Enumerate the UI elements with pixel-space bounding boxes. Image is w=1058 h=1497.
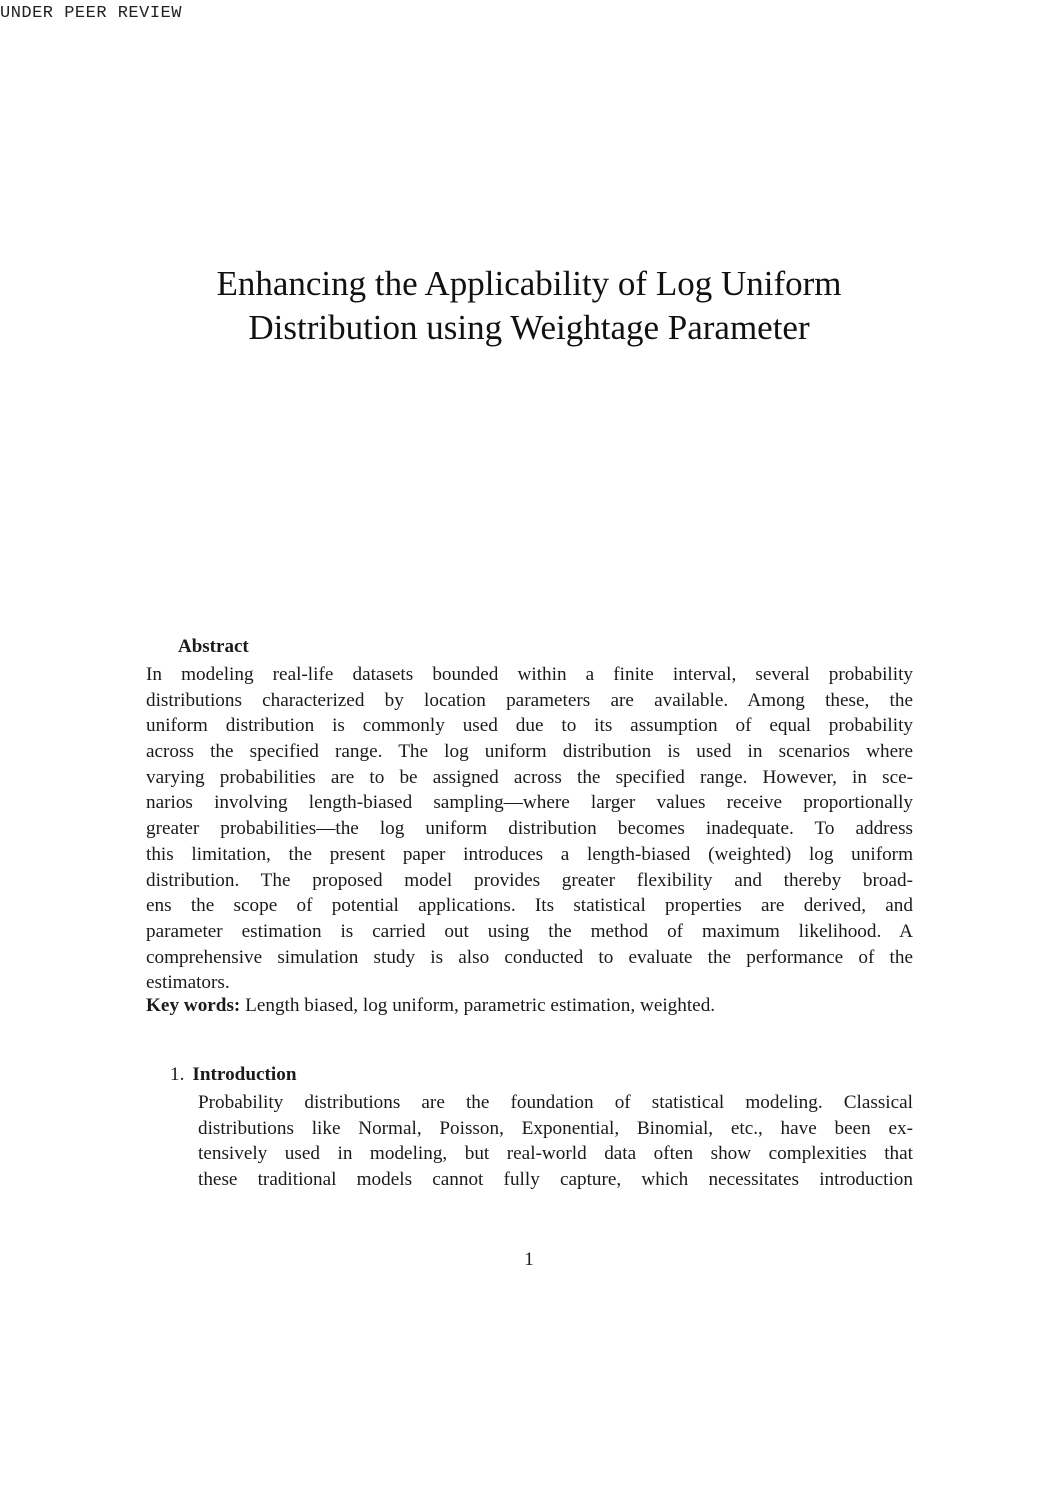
text-line: distribution. The proposed model provides greater flexibility and thereby broad- (146, 869, 913, 891)
text-line: Probability distributions are the foundation of statistical modeling. Classical (198, 1092, 913, 1113)
keywords (146, 995, 715, 1017)
keywords-text: Length biased, log uniform, parametric estimation, weighted. (245, 995, 716, 1016)
text-line: greater probabilities—the log uniform distribution becomes inadequate. To address (146, 818, 913, 840)
text-line: narios involving length-biased sampling—where larger values receive proportionally (146, 792, 913, 814)
title-line: Distribution using Weightage Parameter (248, 308, 810, 347)
text-line: In modeling real-life datasets bounded within a finite interval, several probability (146, 664, 913, 685)
text-line: uniform distribution is commonly used due to its assumption of equal probability (146, 715, 913, 737)
watermark-under-peer-review: UNDER PEER REVIEW (0, 4, 182, 23)
text-line: distributions like Normal, Poisson, Exponential, Binomial, etc., have been ex- (198, 1117, 913, 1139)
abstract-body (146, 662, 913, 996)
text-line: ens the scope of potential applications. Its statistical properties are derived, and (146, 895, 913, 917)
title-line: Enhancing the Applicability of Log Uniform (216, 264, 842, 303)
text-line: these traditional models cannot fully capture, which necessitates introduction (198, 1169, 913, 1191)
text-line: parameter estimation is carried out using the method of maximum likelihood. A (146, 920, 913, 942)
section-number: 1. (170, 1064, 185, 1085)
section-heading-introduction (170, 1064, 297, 1086)
abstract-heading: Abstract (178, 636, 249, 657)
text-line: tensively used in modeling, but real-world data often show complexities that (198, 1143, 913, 1165)
text-line: distributions characterized by location parameters are available. Among these, the (146, 689, 913, 711)
text-line: this limitation, the present paper introduces a length-biased (weighted) log uniform (146, 843, 913, 865)
text-line: estimators. (146, 972, 230, 994)
paper-title (0, 262, 1058, 350)
section-title: Introduction (192, 1064, 297, 1085)
introduction-body (198, 1090, 913, 1193)
page-number: 1 (524, 1249, 534, 1270)
text-line: across the specified range. The log uniform distribution is used in scenarios where (146, 741, 913, 763)
text-line: varying probabilities are to be assigned across the specified range. However, in sce- (146, 766, 913, 788)
keywords-label: Key words: (146, 995, 241, 1016)
text-line: comprehensive simulation study is also conducted to evaluate the performance of the (146, 946, 913, 968)
